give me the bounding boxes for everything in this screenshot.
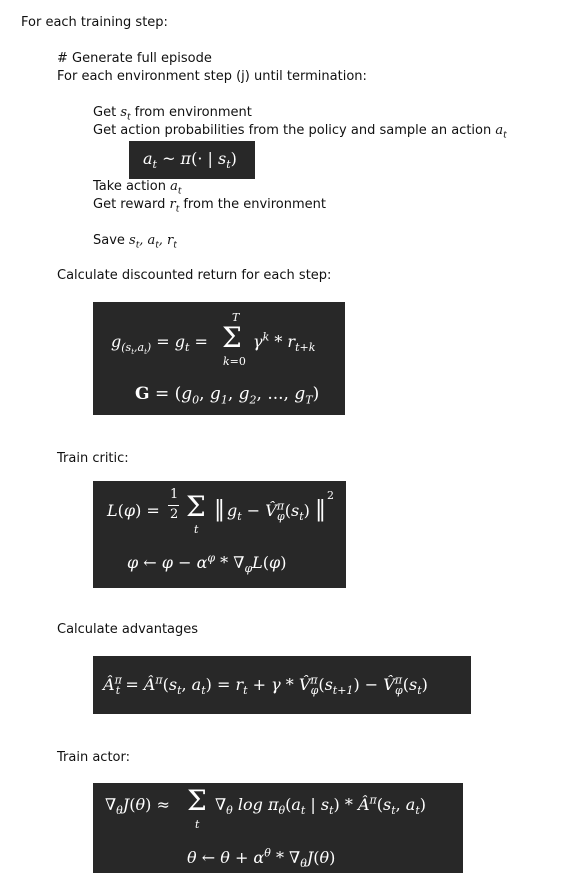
critic-formula-box: L(φ) = 1 2 Σ t ‖ $g_t$ − $V̂^\pi_\varphi(s_t)$ ‖ 2 φ ← $\varphi - \alpha^\varphi * \nabla_\varphi L(\varphi)$: [93, 481, 346, 588]
policy-sample-formula: $a_t$ ~ π(· | $s_t$): [129, 141, 255, 179]
reward-symbol: r: [169, 197, 176, 212]
get-state-pre: Get: [93, 105, 121, 120]
fraction-bar: [168, 505, 179, 506]
comment-generate-episode: # Generate full episode: [57, 51, 212, 66]
return-formula-box: $g_{(s_t,a_t)} = g_t$ = T Σ k=0 $\gamma^k * r_{t+k}$ $G = (g_0$, $g_1$, $g_2$, ..., $g_T$): [93, 302, 345, 415]
calc-advantages-heading: Calculate advantages: [57, 622, 199, 637]
take-action-text: Take action: [93, 179, 171, 194]
sub-t: t: [503, 130, 507, 141]
calc-return-heading: Calculate discounted return for each step:: [57, 268, 332, 283]
get-action-text: Get action probabilities from the policy and sample an action: [93, 123, 496, 138]
advantage-formula-box: $Â^\pi_t$ = $Â^\pi(s_t$, $a_t) = r_t + \gamma$ * $V̂^\pi_\varphi(s_{t+1})$ − $V̂^\pi_\varphi(s_t)$: [93, 656, 471, 714]
save-text: Save: [93, 233, 130, 248]
train-critic-heading: Train critic:: [57, 451, 129, 466]
actor-formula-box: $\nabla_\theta J(\theta)$ ≈ Σ t $\nabla_\theta$ $\log \pi_\theta(a_t$ | $s_t$) * $Â^\pi(s_t$, $a_t$) θ ← $\theta + \alpha^\theta * \nabla_\theta J(\theta)$: [93, 783, 463, 873]
sub-t: t: [126, 112, 131, 123]
sub-t: t: [175, 204, 180, 215]
take-action-line: [93, 179, 181, 195]
train-actor-heading: Train actor:: [57, 750, 130, 765]
get-reward-line: [93, 197, 326, 213]
get-reward-post: from the environment: [179, 197, 326, 212]
header-training-step: For each training step:: [21, 15, 168, 30]
action-symbol: a: [170, 179, 178, 194]
get-action-line: [93, 123, 507, 139]
state-symbol: s: [120, 105, 127, 120]
get-state-line: [93, 105, 252, 121]
sub-t: t: [177, 186, 182, 197]
get-reward-pre: Get reward: [93, 197, 170, 212]
save-line: Save $s_t$, $a_t$, $r_t$: [93, 233, 177, 251]
get-state-post: from environment: [130, 105, 252, 120]
action-symbol: a: [495, 123, 504, 138]
env-step-loop: For each environment step (j) until termination:: [57, 69, 367, 84]
